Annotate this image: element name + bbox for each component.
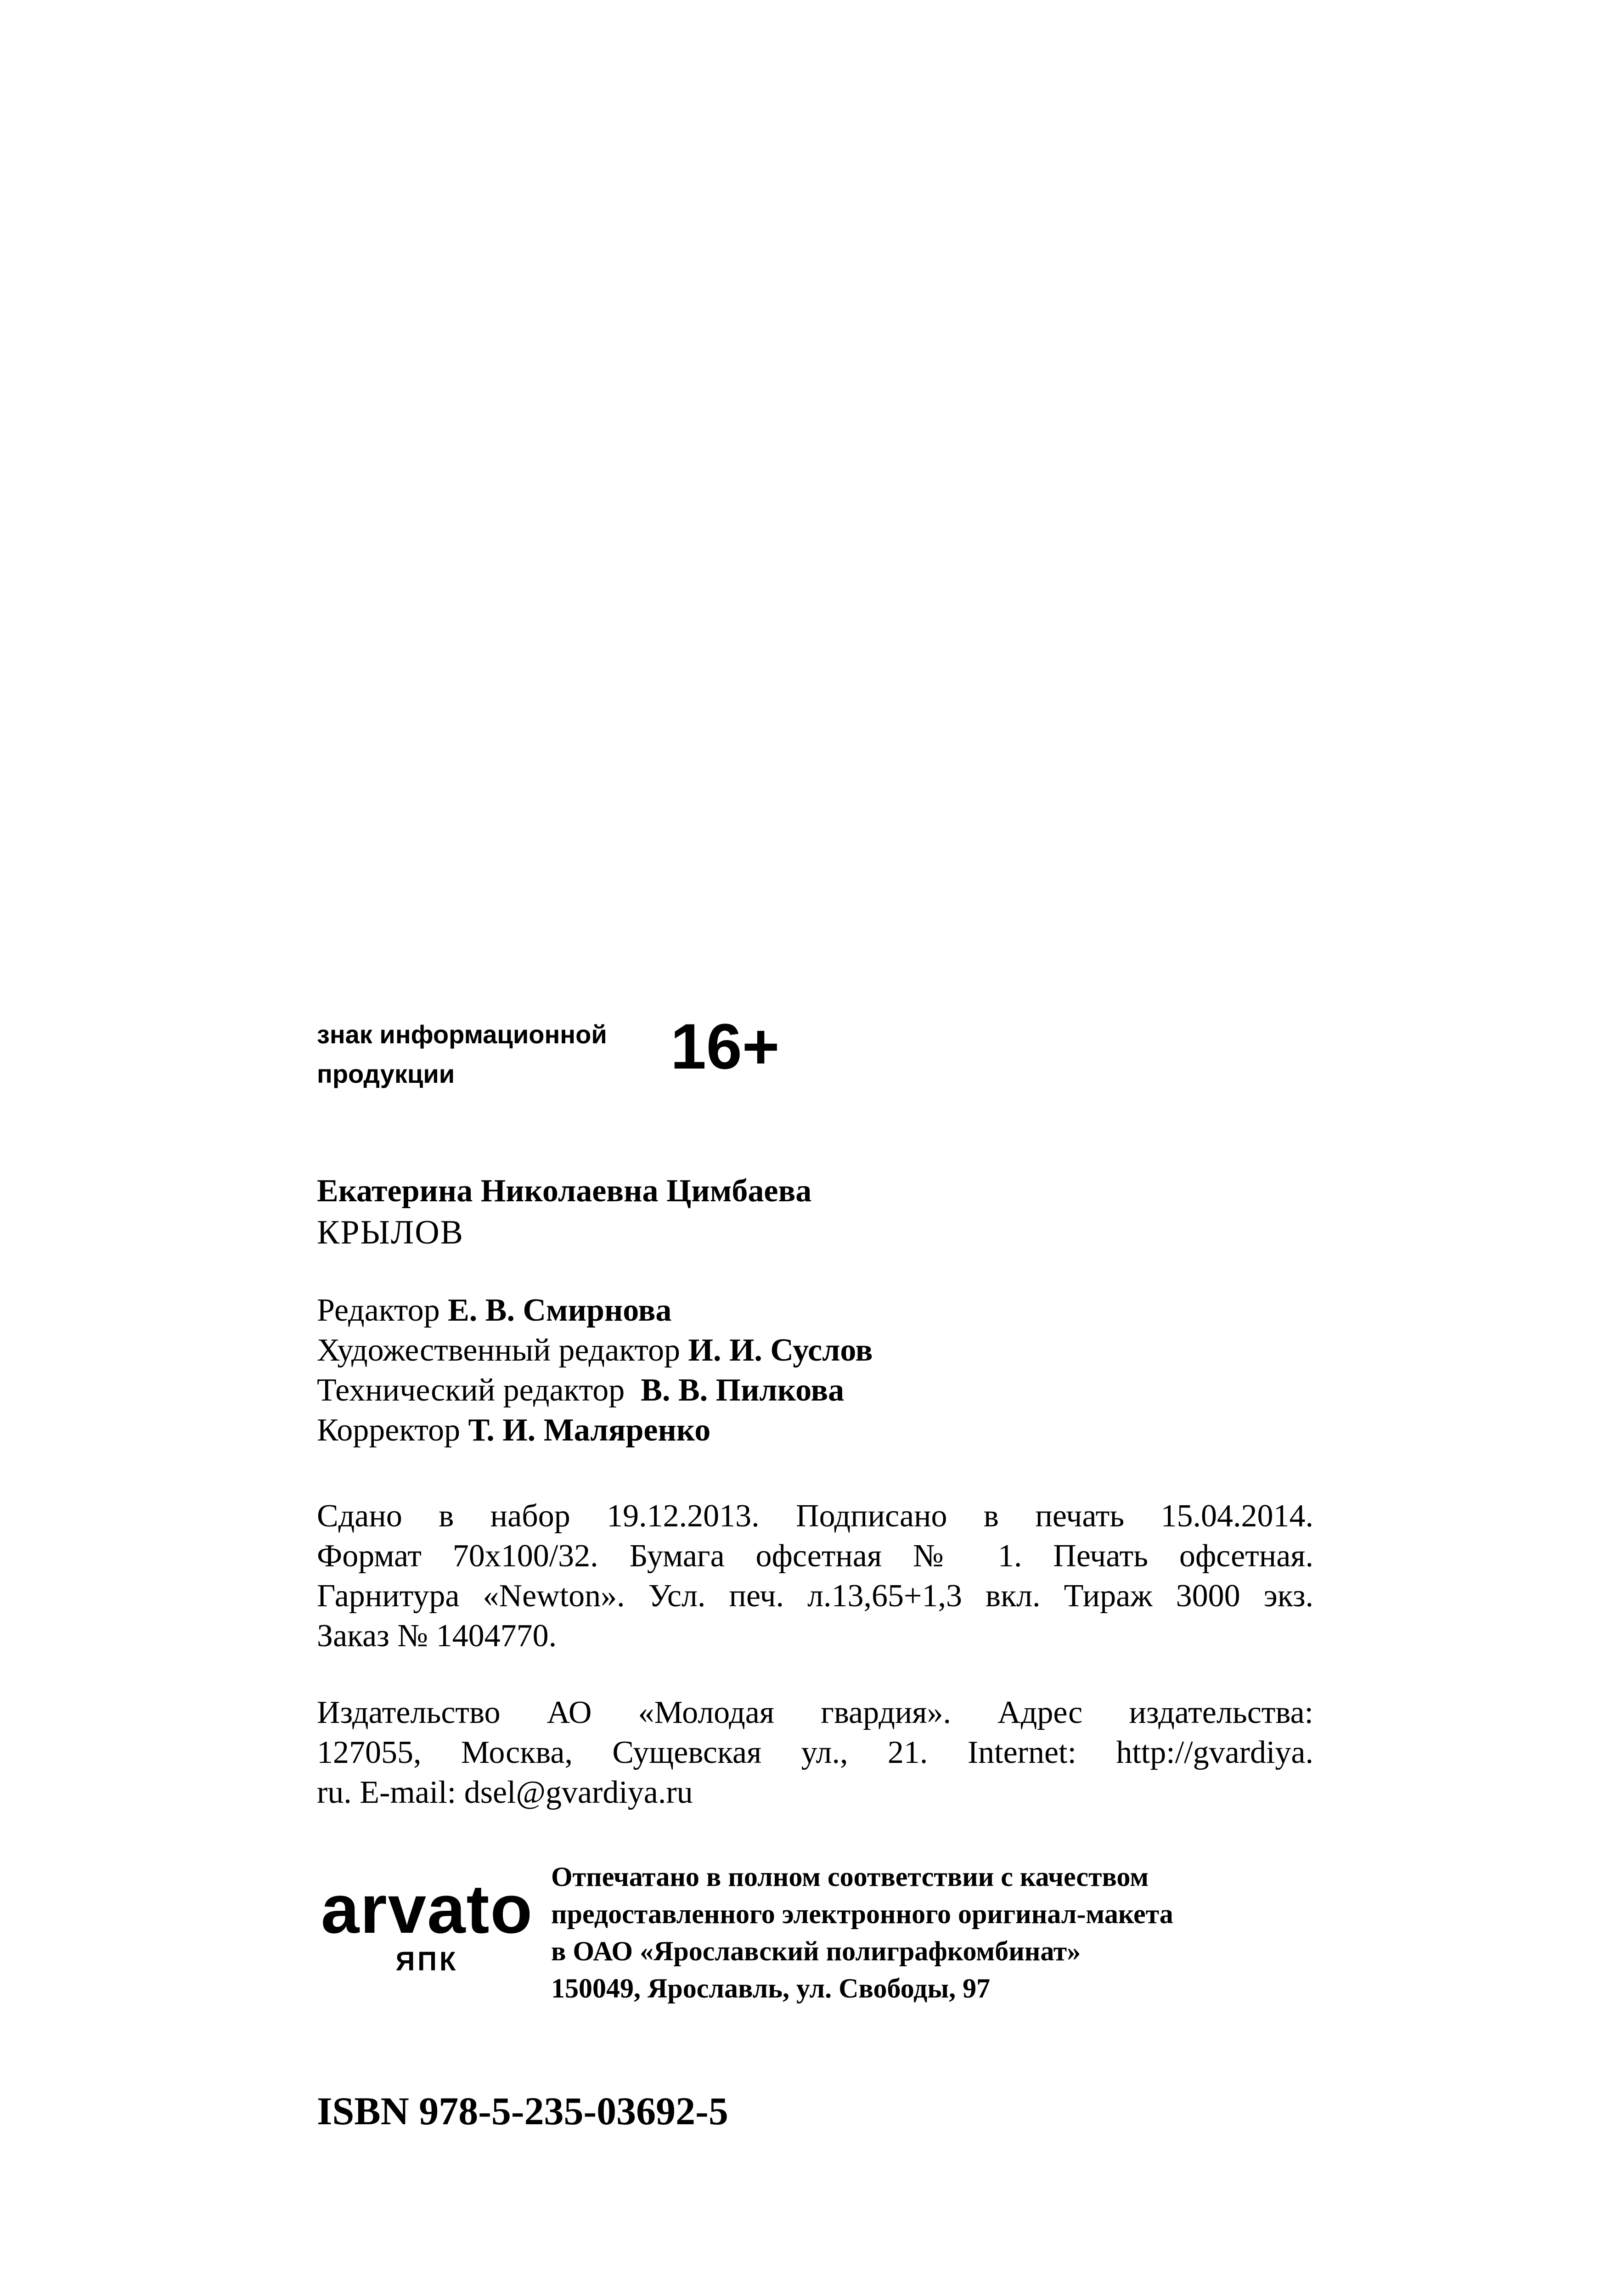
age-rating-label-line: знак информационной [317, 1020, 607, 1049]
printer-line: в ОАО «Ярославский полиграфкомбинат» [551, 1936, 1081, 1966]
staff-person: Е. В. Смирнова [448, 1293, 672, 1328]
age-rating-mark: 16+ [670, 1010, 780, 1082]
printer-line: 150049, Ярославль, ул. Свободы, 97 [551, 1973, 991, 2003]
staff-role: Художественный редактор [317, 1333, 680, 1368]
age-rating [317, 1006, 1313, 1107]
printer-info [317, 1858, 1313, 2010]
book-title: КРЫЛОВ [317, 1214, 464, 1251]
printer-line: Отпечатано в полном соответствии с качеством [551, 1862, 1149, 1892]
staff-person: Т. И. Маляренко [468, 1412, 711, 1448]
staff-role: Редактор [317, 1293, 440, 1328]
print-info-line: Формат 70x100/32. Бумага офсетная № 1. Печать офсетная. [317, 1538, 1313, 1574]
publisher-info [317, 1693, 1313, 1812]
publisher-line: 127055, Москва, Сущевская ул., 21. Internet: http://gvardiya. [317, 1735, 1313, 1770]
printer-logo-word: arvato [321, 1870, 534, 1947]
staff-person: В. В. Пилкова [641, 1373, 845, 1408]
age-rating-label [317, 1015, 684, 1094]
printer-text [551, 1858, 1313, 2007]
staff-line-tech-editor [317, 1370, 1313, 1410]
publisher-line: ru. E-mail: dsel@gvardiya.ru [317, 1775, 693, 1810]
staff-role: Корректор [317, 1412, 461, 1448]
print-info [317, 1496, 1313, 1656]
age-rating-label-line: продукции [317, 1059, 455, 1088]
author-name: Екатерина Николаевна Цимбаева [317, 1173, 812, 1209]
printer-logo [317, 1858, 537, 1978]
imprint-page [317, 1006, 1313, 2134]
print-info-line: Гарнитура «Newton». Усл. печ. л.13,65+1,3 вкл. Тираж 3000 экз. [317, 1578, 1313, 1614]
staff-role: Технический редактор [317, 1373, 625, 1408]
print-info-line: Сдано в набор 19.12.2013. Подписано в печать 15.04.2014. [317, 1498, 1313, 1534]
printer-line: предоставленного электронного оригинал-макета [551, 1899, 1173, 1929]
staff-list [317, 1290, 1313, 1450]
staff-line-proofreader [317, 1410, 1313, 1450]
publisher-line: Издательство АО «Молодая гвардия». Адрес издательства: [317, 1695, 1313, 1730]
printer-logo-sub: ЯПК [395, 1947, 459, 1976]
print-info-line: Заказ № 1404770. [317, 1618, 557, 1654]
staff-line-art-editor [317, 1330, 1313, 1370]
staff-line-editor [317, 1290, 1313, 1330]
isbn: ISBN 978-5-235-03692-5 [317, 2089, 728, 2133]
staff-person: И. И. Суслов [688, 1333, 873, 1368]
